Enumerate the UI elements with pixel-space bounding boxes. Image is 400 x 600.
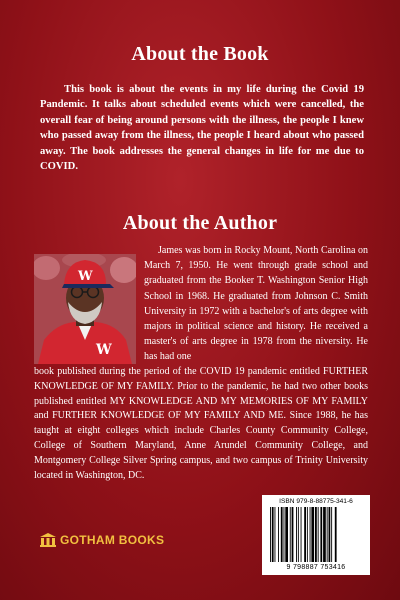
about-author-text-bottom: book published during the period of the COVID 19 pandemic entitled FURTHER KNOWLEDGE OF MY FAMILY. Prior to the pandemic, he had two other books published entitled MY KNOWLEDGE AND MY MEMORIES OF MY FAMILY and FURTHER KNOWLEDGE OF MY FAMILY AND ME. Since 1988, he has taught at eitght colleges which include Charles County Community College, College of Southern Maryland, Anne Arundel Community College, and Montgomery College Silver Spring campus, and two campus of Trinity University located in Washington, DC. [34, 366, 368, 481]
author-portrait-icon [34, 254, 136, 364]
barcode [262, 495, 370, 575]
about-book-heading: About the Book [131, 43, 269, 65]
gotham-books-logo-icon [40, 533, 56, 547]
isbn-label: ISBN 979-8-88775-341-6 [279, 498, 353, 505]
svg-text:W: W [96, 342, 112, 358]
about-author-heading: About the Author [122, 212, 278, 234]
author-photo [34, 254, 136, 364]
publisher-name: GOTHAM BOOKS [60, 533, 165, 547]
barcode-digits: 9 798887 753416 [286, 564, 346, 571]
svg-text:W: W [78, 269, 93, 284]
publisher-logo [40, 533, 164, 547]
barcode-bars-icon [268, 507, 364, 563]
about-book-text: This book is about the events in my life during the Covid 19 Pandemic. It talks about scheduled events which were cancelled, the overall fear of being around persons with the illness, the people I knew who passed away from the illness, the people I heard about who passed away. The book addresses the general changes in life for me due to COVID. [40, 84, 364, 173]
about-author-text-top: James was born in Rocky Mount, North Carolina on March 7, 1950. He went through grade school and graduated from the Booker T. Washington Senior High School in 1968. He graduated from Johnson C. Smith University in 1972 with a bachelor's of arts degree with majors in political science and history. He received a master's of arts degree in 1978 from the niversity. He has had one [144, 245, 368, 363]
